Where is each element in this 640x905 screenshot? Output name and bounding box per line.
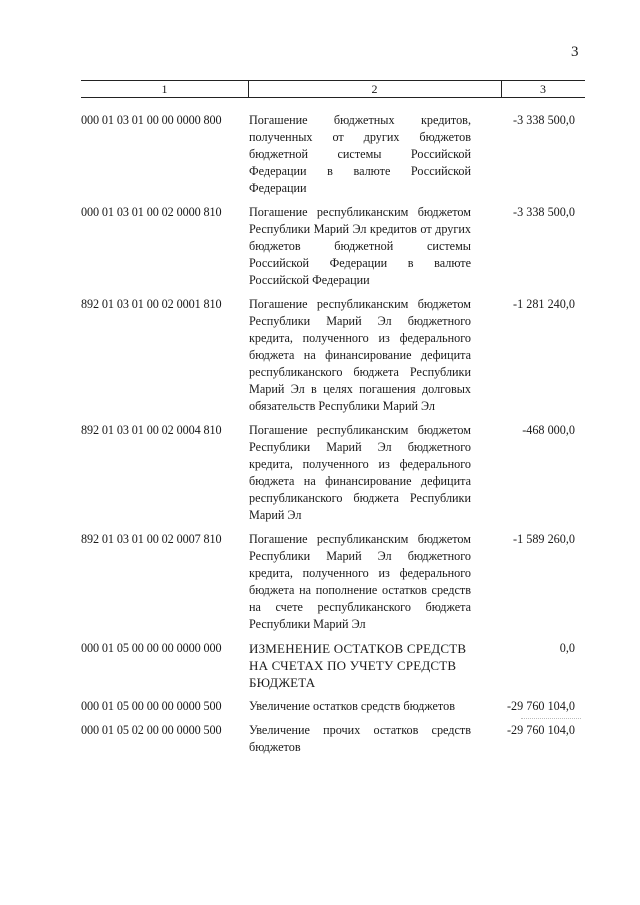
- table-body: [81, 112, 585, 763]
- table-row: [81, 698, 585, 715]
- table-row: [81, 640, 585, 691]
- budget-amount: -29 760 104,0: [506, 699, 575, 713]
- table-row: [81, 112, 585, 197]
- budget-item-name: Погашение республиканским бюджетом Республики Марий Эл кредитов от других бюджетов бюджетной системы Российской Федерации в валюте Российской Федерации: [249, 205, 471, 287]
- budget-code: 000 01 03 01 00 00 0000 800: [81, 113, 222, 127]
- table-row: [81, 296, 585, 415]
- budget-amount: -3 338 500,0: [513, 113, 575, 127]
- budget-code: 000 01 05 02 00 00 0000 500: [81, 723, 222, 737]
- table-header: [81, 80, 585, 98]
- table-row: [81, 531, 585, 633]
- budget-amount: -3 338 500,0: [513, 205, 575, 219]
- budget-item-name: Погашение республиканским бюджетом Республики Марий Эл бюджетного кредита, полученного из федерального бюджета на финансирование дефицита республиканского бюджета Республики Марий Эл: [249, 423, 471, 522]
- budget-item-name: Погашение республиканским бюджетом Республики Марий Эл бюджетного кредита, полученного из федерального бюджета на финансирование дефицита республиканского бюджета Республики Марий Эл в целях погашения долговых обязательств Республики Марий Эл: [249, 297, 471, 413]
- budget-code: 000 01 03 01 00 02 0000 810: [81, 205, 222, 219]
- budget-amount: -29 760 104,0: [506, 723, 575, 737]
- budget-code: 000 01 05 00 00 00 0000 500: [81, 699, 222, 713]
- budget-amount: 0,0: [559, 641, 575, 655]
- budget-code: 000 01 05 00 00 00 0000 000: [81, 641, 222, 655]
- budget-item-name: Увеличение остатков средств бюджетов: [249, 699, 455, 713]
- page-number: 3: [571, 44, 579, 60]
- table-row: [81, 204, 585, 289]
- budget-amount: -1 589 260,0: [513, 532, 575, 546]
- budget-code: 892 01 03 01 00 02 0004 810: [81, 423, 222, 437]
- budget-amount: -468 000,0: [522, 423, 575, 437]
- budget-item-name: ИЗМЕНЕНИЕ ОСТАТКОВ СРЕДСТВ НА СЧЕТАХ ПО УЧЕТУ СРЕДСТВ БЮДЖЕТА: [249, 641, 467, 690]
- budget-code: 892 01 03 01 00 02 0001 810: [81, 297, 222, 311]
- budget-item-name: Погашение бюджетных кредитов, полученных от других бюджетов бюджетной системы Российской Федерации в валюте Российской Федерации: [249, 113, 471, 195]
- budget-amount: -1 281 240,0: [513, 297, 575, 311]
- budget-code: 892 01 03 01 00 02 0007 810: [81, 532, 222, 546]
- header-col-3: 3: [540, 82, 546, 96]
- header-col-1: 1: [81, 81, 249, 97]
- scan-mark: [521, 718, 581, 719]
- table-row: [81, 422, 585, 524]
- budget-item-name: Увеличение прочих остатков средств бюджетов: [249, 723, 471, 754]
- header-col-2: 2: [248, 81, 502, 97]
- table-row: [81, 722, 585, 756]
- budget-item-name: Погашение республиканским бюджетом Республики Марий Эл бюджетного кредита, полученного из федерального бюджета на пополнение остатков средств на счете республиканского бюджета Республики Марий Эл: [249, 532, 471, 631]
